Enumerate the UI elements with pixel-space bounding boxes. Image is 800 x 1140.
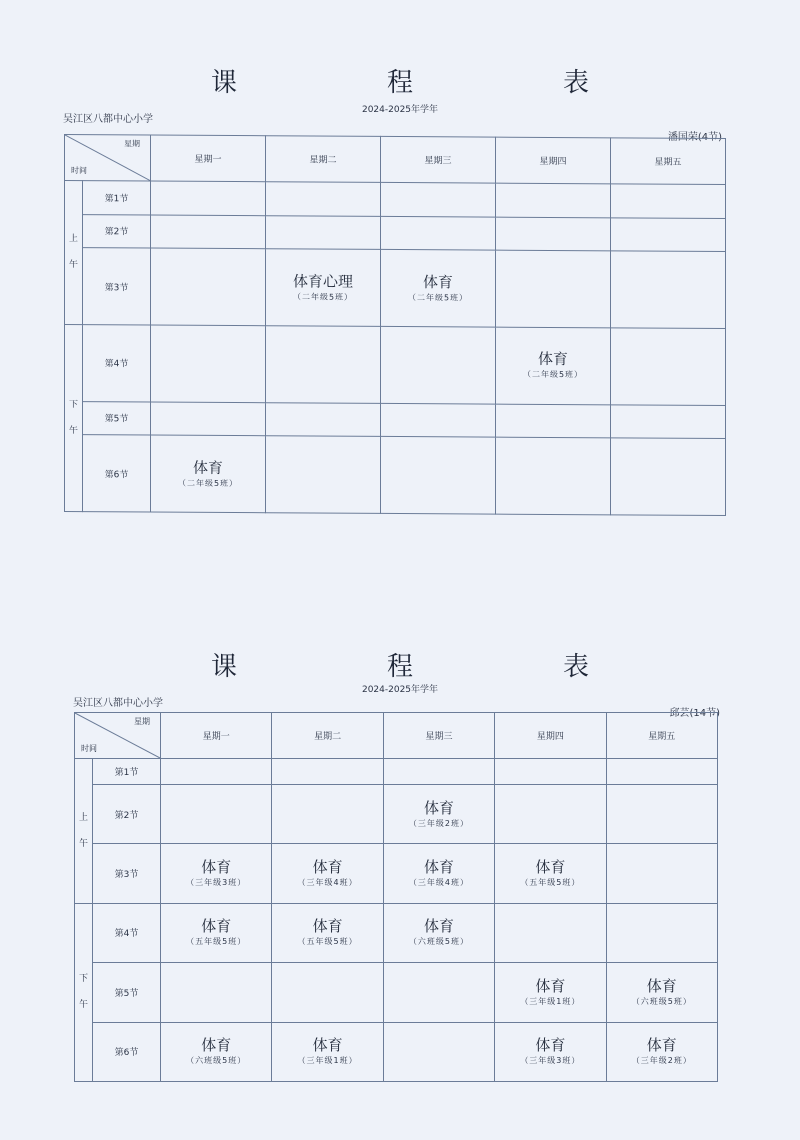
- lesson-class: （三年级2班）: [631, 1056, 692, 1066]
- lesson-cell: [495, 844, 606, 903]
- empty-cell: [496, 404, 611, 438]
- half-day-label: [65, 180, 83, 324]
- half-day-char: 上: [78, 812, 88, 823]
- empty-cell: [151, 215, 266, 249]
- day-header: 星期二: [272, 713, 383, 759]
- lesson-class: （五年级5班）: [186, 937, 247, 947]
- lesson-course: 体育: [423, 858, 454, 877]
- lesson-course: 体育: [422, 272, 453, 291]
- empty-cell: [383, 963, 494, 1022]
- empty-cell: [606, 759, 717, 785]
- corner-time-label: 时间: [81, 744, 97, 753]
- lesson-course: 体育心理: [292, 271, 353, 291]
- empty-cell: [383, 1022, 494, 1081]
- lesson-class: （二年级5班）: [407, 292, 469, 302]
- day-header: 星期五: [611, 138, 726, 185]
- lesson-course: 体育: [312, 917, 343, 936]
- lesson-class: （三年级3班）: [186, 878, 247, 888]
- teacher-name: 邱芸(14节): [669, 708, 720, 719]
- empty-cell: [266, 215, 381, 249]
- period-label: 第2节: [83, 214, 151, 248]
- empty-cell: [495, 903, 606, 962]
- lesson-class: （二年级5班）: [522, 370, 584, 380]
- empty-cell: [266, 402, 381, 436]
- lesson-class: （三年级1班）: [297, 1056, 358, 1066]
- empty-cell: [381, 326, 496, 403]
- empty-cell: [496, 217, 611, 251]
- empty-cell: [272, 759, 383, 785]
- teacher-name: 潘国荣(4节): [667, 132, 722, 143]
- lesson-cell: [606, 963, 717, 1022]
- lesson-course: 体育: [201, 858, 232, 877]
- period-label: 第1节: [93, 759, 161, 785]
- timetable: [74, 712, 718, 1082]
- lesson-cell: [272, 844, 383, 903]
- empty-cell: [383, 759, 494, 785]
- day-header: 星期四: [496, 137, 611, 184]
- lesson-cell: [381, 250, 496, 327]
- lesson-class: （三年级4班）: [408, 878, 470, 888]
- day-header: 星期三: [383, 713, 494, 759]
- empty-cell: [611, 404, 726, 438]
- empty-cell: [151, 181, 266, 215]
- timetable: [64, 134, 726, 516]
- lesson-cell: [606, 1022, 717, 1081]
- period-label: 第4节: [83, 324, 151, 401]
- school-year: 2024-2025年学年: [361, 685, 439, 695]
- lesson-class: （二年级5班）: [177, 478, 239, 488]
- half-day-label: [75, 903, 93, 1081]
- school-name: 吴江区八都中心小学: [63, 114, 153, 125]
- lesson-course: 体育: [423, 917, 454, 936]
- lesson-cell: [495, 963, 606, 1022]
- empty-cell: [272, 784, 383, 843]
- empty-cell: [272, 963, 383, 1022]
- empty-cell: [151, 402, 266, 436]
- lesson-class: （六班级5班）: [631, 996, 692, 1006]
- lesson-course: 体育: [535, 1036, 566, 1055]
- school-year: 2024-2025年学年: [361, 105, 439, 115]
- lesson-cell: [151, 435, 266, 512]
- corner-header: [65, 134, 151, 181]
- lesson-class: （五年级5班）: [520, 878, 581, 888]
- empty-cell: [611, 251, 726, 328]
- empty-cell: [611, 184, 726, 218]
- corner-weekday-label: 星期: [134, 717, 150, 726]
- lesson-course: 体育: [423, 798, 454, 817]
- empty-cell: [266, 326, 381, 403]
- empty-cell: [161, 784, 272, 843]
- day-header: 星期一: [161, 713, 272, 759]
- empty-cell: [606, 784, 717, 843]
- half-day-char: 午: [78, 838, 88, 849]
- half-day-char: 午: [68, 425, 78, 437]
- lesson-class: （三年级2班）: [408, 818, 470, 828]
- empty-cell: [161, 963, 272, 1022]
- empty-cell: [606, 903, 717, 962]
- lesson-class: （六班级5班）: [408, 937, 470, 947]
- empty-cell: [266, 436, 381, 513]
- corner-time-label: 时间: [71, 166, 87, 176]
- period-label: 第5节: [83, 401, 151, 435]
- lesson-cell: [495, 1022, 606, 1081]
- empty-cell: [381, 437, 496, 514]
- period-label: 第1节: [83, 181, 151, 215]
- day-header: 星期一: [151, 135, 266, 182]
- empty-cell: [496, 437, 611, 514]
- half-day-char: 午: [68, 260, 78, 271]
- lesson-cell: [161, 844, 272, 903]
- empty-cell: [611, 438, 726, 515]
- lesson-course: 体育: [646, 976, 677, 995]
- period-label: 第3节: [93, 844, 161, 903]
- lesson-cell: [272, 903, 383, 962]
- half-day-label: [65, 324, 83, 511]
- empty-cell: [496, 183, 611, 217]
- half-day-char: 上: [68, 234, 78, 245]
- lesson-course: 体育: [201, 1036, 232, 1055]
- lesson-course: 体育: [192, 458, 223, 477]
- lesson-class: （五年级5班）: [297, 937, 358, 947]
- empty-cell: [381, 403, 496, 437]
- lesson-cell: [383, 784, 494, 843]
- period-label: 第5节: [93, 963, 161, 1022]
- lesson-cell: [161, 1022, 272, 1081]
- lesson-course: 体育: [312, 1036, 343, 1055]
- lesson-cell: [496, 327, 611, 404]
- empty-cell: [495, 759, 606, 785]
- day-header: 星期三: [381, 136, 496, 183]
- day-header: 星期二: [266, 136, 381, 183]
- lesson-cell: [161, 903, 272, 962]
- lesson-course: 体育: [312, 858, 343, 877]
- empty-cell: [495, 784, 606, 843]
- empty-cell: [611, 328, 726, 405]
- period-label: 第3节: [83, 248, 151, 325]
- empty-cell: [606, 844, 717, 903]
- lesson-class: （二年级5班）: [292, 291, 354, 302]
- period-label: 第4节: [93, 903, 161, 962]
- schedule-title: 课 程 表: [210, 68, 651, 98]
- schedule-title: 课 程 表: [210, 652, 651, 682]
- period-label: 第6节: [93, 1022, 161, 1081]
- half-day-char: 下: [68, 399, 78, 411]
- corner-header: [75, 713, 161, 759]
- empty-cell: [151, 248, 266, 325]
- empty-cell: [266, 182, 381, 216]
- lesson-cell: [272, 1022, 383, 1081]
- lesson-course: 体育: [537, 350, 568, 369]
- empty-cell: [381, 182, 496, 216]
- day-header: 星期五: [606, 713, 717, 759]
- half-day-label: [75, 759, 93, 904]
- lesson-course: 体育: [535, 858, 566, 877]
- half-day-char: 午: [78, 1000, 88, 1011]
- lesson-course: 体育: [535, 976, 566, 995]
- period-label: 第6节: [83, 435, 151, 512]
- lesson-cell: [266, 249, 381, 326]
- day-header: 星期四: [495, 713, 606, 759]
- half-day-char: 下: [78, 974, 88, 985]
- lesson-class: （三年级1班）: [520, 996, 581, 1006]
- empty-cell: [611, 217, 726, 251]
- period-label: 第2节: [93, 784, 161, 843]
- lesson-cell: [383, 903, 494, 962]
- lesson-course: 体育: [201, 917, 232, 936]
- lesson-cell: [383, 844, 494, 903]
- lesson-course: 体育: [646, 1036, 677, 1055]
- school-name: 吴江区八都中心小学: [73, 698, 163, 709]
- empty-cell: [496, 250, 611, 327]
- lesson-class: （三年级3班）: [520, 1056, 581, 1066]
- empty-cell: [381, 216, 496, 250]
- lesson-class: （三年级4班）: [297, 878, 358, 888]
- lesson-class: （六班级5班）: [186, 1056, 247, 1066]
- empty-cell: [151, 325, 266, 402]
- empty-cell: [161, 759, 272, 785]
- corner-weekday-label: 星期: [124, 139, 140, 149]
